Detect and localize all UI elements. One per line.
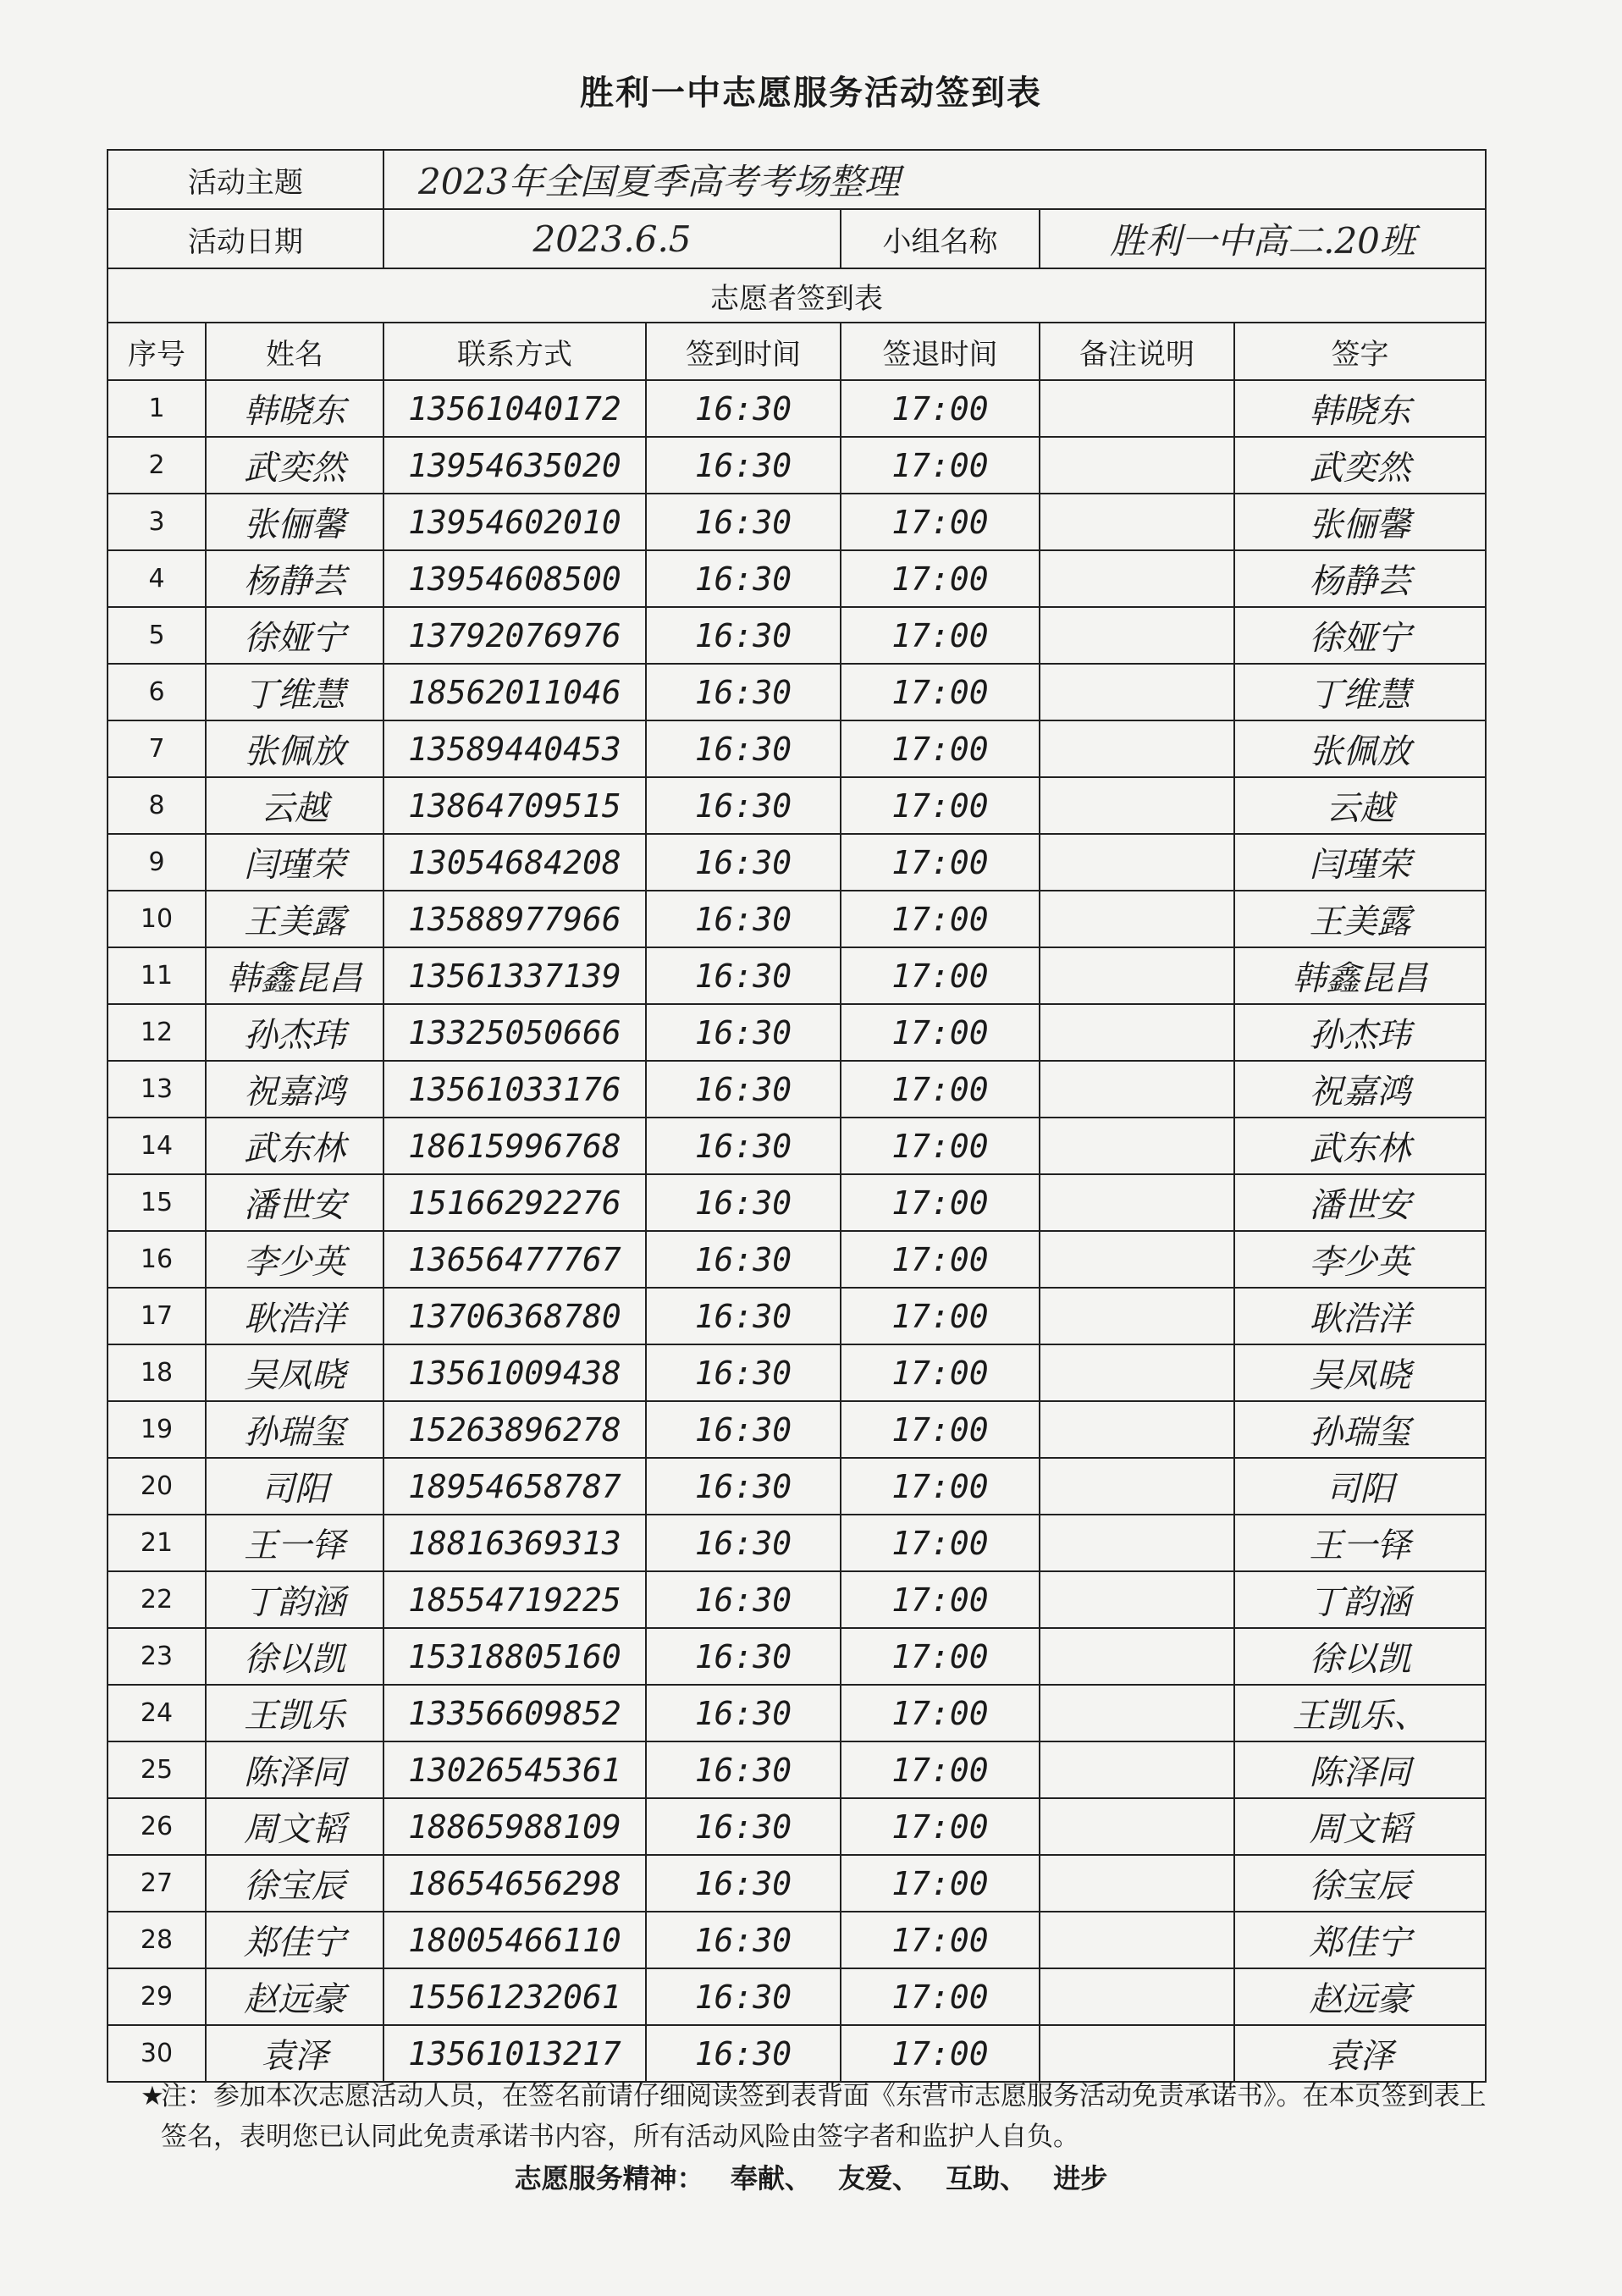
signature: 韩晓东: [1234, 380, 1486, 437]
theme-label: 活动主题: [108, 150, 383, 209]
signin-time: 16:30: [646, 1855, 841, 1912]
spirit-value: 奉献、: [730, 2162, 812, 2194]
volunteer-name: 李少英: [206, 1231, 383, 1288]
remark-cell: [1040, 1118, 1234, 1174]
section-row: [108, 268, 1486, 323]
remark-cell: [1040, 1515, 1234, 1571]
remark-cell: [1040, 1855, 1234, 1912]
volunteer-name: 徐宝辰: [206, 1855, 383, 1912]
column-header-row: [108, 323, 1486, 380]
remark-cell: [1040, 1912, 1234, 1968]
signout-time: 17:00: [841, 550, 1040, 607]
table-row: [108, 1061, 1486, 1118]
remark-cell: [1040, 494, 1234, 550]
table-row: [108, 664, 1486, 720]
table-row: [108, 1118, 1486, 1174]
table-row: [108, 1855, 1486, 1912]
disclaimer-note: [141, 2076, 1507, 2157]
volunteer-name: 丁韵涵: [206, 1571, 383, 1628]
table-row: [108, 720, 1486, 777]
col-header-name: 姓名: [206, 323, 383, 380]
row-number: 22: [108, 1571, 206, 1628]
table-row: [108, 1174, 1486, 1231]
signout-time: 17:00: [841, 1231, 1040, 1288]
volunteer-name: 耿浩洋: [206, 1288, 383, 1344]
row-number: 3: [108, 494, 206, 550]
signout-time: 17:00: [841, 1004, 1040, 1061]
row-number: 10: [108, 891, 206, 947]
signout-time: 17:00: [841, 1174, 1040, 1231]
col-header-signature: 签字: [1234, 323, 1486, 380]
table-row: [108, 607, 1486, 664]
section-title: 志愿者签到表: [108, 268, 1486, 323]
signout-time: 17:00: [841, 1401, 1040, 1458]
signout-time: 17:00: [841, 1344, 1040, 1401]
signin-time: 16:30: [646, 664, 841, 720]
row-number: 23: [108, 1628, 206, 1685]
phone-number: 18562011046: [383, 664, 646, 720]
table-row: [108, 1798, 1486, 1855]
row-number: 25: [108, 1741, 206, 1798]
signout-time: 17:00: [841, 1458, 1040, 1515]
signature: 丁韵涵: [1234, 1571, 1486, 1628]
signout-time: 17:00: [841, 777, 1040, 834]
phone-number: 13561033176: [383, 1061, 646, 1118]
volunteer-name: 王凯乐: [206, 1685, 383, 1741]
col-header-phone: 联系方式: [383, 323, 646, 380]
table-row: [108, 2025, 1486, 2082]
volunteer-name: 郑佳宁: [206, 1912, 383, 1968]
table-row: [108, 1231, 1486, 1288]
signout-time: 17:00: [841, 1741, 1040, 1798]
signout-time: 17:00: [841, 437, 1040, 494]
phone-number: 13561040172: [383, 380, 646, 437]
table-row: [108, 777, 1486, 834]
signin-time: 16:30: [646, 494, 841, 550]
col-header-no: 序号: [108, 323, 206, 380]
signature: 赵远豪: [1234, 1968, 1486, 2025]
table-row: [108, 1968, 1486, 2025]
row-number: 19: [108, 1401, 206, 1458]
signout-time: 17:00: [841, 1968, 1040, 2025]
date-label: 活动日期: [108, 209, 383, 268]
signature: 祝嘉鸿: [1234, 1061, 1486, 1118]
remark-cell: [1040, 1628, 1234, 1685]
volunteer-name: 陈泽同: [206, 1741, 383, 1798]
spirit-label: 志愿服务精神：: [514, 2162, 704, 2194]
remark-cell: [1040, 1685, 1234, 1741]
signin-time: 16:30: [646, 1174, 841, 1231]
row-number: 13: [108, 1061, 206, 1118]
row-number: 8: [108, 777, 206, 834]
signout-time: 17:00: [841, 891, 1040, 947]
signature: 袁泽: [1234, 2025, 1486, 2082]
table-row: [108, 494, 1486, 550]
signin-time: 16:30: [646, 1231, 841, 1288]
date-row: [108, 209, 1486, 268]
signin-time: 16:30: [646, 1798, 841, 1855]
signout-time: 17:00: [841, 607, 1040, 664]
phone-number: 15263896278: [383, 1401, 646, 1458]
phone-number: 15561232061: [383, 1968, 646, 2025]
phone-number: 13656477767: [383, 1231, 646, 1288]
signin-time: 16:30: [646, 437, 841, 494]
signin-time: 16:30: [646, 1288, 841, 1344]
phone-number: 13954608500: [383, 550, 646, 607]
signin-time: 16:30: [646, 1061, 841, 1118]
volunteer-name: 赵远豪: [206, 1968, 383, 2025]
signature: 周文韬: [1234, 1798, 1486, 1855]
signin-time: 16:30: [646, 1685, 841, 1741]
table-row: [108, 380, 1486, 437]
row-number: 6: [108, 664, 206, 720]
signature: 韩鑫昆昌: [1234, 947, 1486, 1004]
signature: 武奕然: [1234, 437, 1486, 494]
volunteer-name: 潘世安: [206, 1174, 383, 1231]
remark-cell: [1040, 1741, 1234, 1798]
phone-number: 13954635020: [383, 437, 646, 494]
theme-value: 2023年全国夏季高考考场整理: [383, 150, 1486, 209]
phone-number: 18865988109: [383, 1798, 646, 1855]
signout-time: 17:00: [841, 834, 1040, 891]
volunteer-name: 司阳: [206, 1458, 383, 1515]
spirit-value: 进步: [1053, 2162, 1108, 2194]
table-row: [108, 550, 1486, 607]
row-number: 16: [108, 1231, 206, 1288]
row-number: 7: [108, 720, 206, 777]
phone-number: 18615996768: [383, 1118, 646, 1174]
remark-cell: [1040, 607, 1234, 664]
signout-time: 17:00: [841, 1628, 1040, 1685]
signature: 徐以凯: [1234, 1628, 1486, 1685]
table-row: [108, 1571, 1486, 1628]
phone-number: 13325050666: [383, 1004, 646, 1061]
signout-time: 17:00: [841, 1061, 1040, 1118]
phone-number: 13589440453: [383, 720, 646, 777]
signin-table: [107, 149, 1487, 2083]
remark-cell: [1040, 720, 1234, 777]
remark-cell: [1040, 1061, 1234, 1118]
volunteer-name: 韩鑫昆昌: [206, 947, 383, 1004]
volunteer-name: 袁泽: [206, 2025, 383, 2082]
row-number: 18: [108, 1344, 206, 1401]
page-title: 胜利一中志愿服务活动签到表: [580, 74, 1042, 113]
volunteer-name: 徐以凯: [206, 1628, 383, 1685]
signature: 徐娅宁: [1234, 607, 1486, 664]
signout-time: 17:00: [841, 1571, 1040, 1628]
remark-cell: [1040, 664, 1234, 720]
table-row: [108, 1741, 1486, 1798]
remark-cell: [1040, 1968, 1234, 2025]
signin-time: 16:30: [646, 380, 841, 437]
signin-time: 16:30: [646, 2025, 841, 2082]
signature: 武东林: [1234, 1118, 1486, 1174]
signature: 闫瑾荣: [1234, 834, 1486, 891]
signin-time: 16:30: [646, 891, 841, 947]
disclaimer-text: 注：参加本次志愿活动人员，在签名前请仔细阅读签到表背面《东营市志愿服务活动免责承诺书》。在本页签到表上签名，表明您已认同此免责承诺书内容，所有活动风险由签字者和监护人自负。: [161, 2081, 1487, 2152]
volunteer-name: 周文韬: [206, 1798, 383, 1855]
signin-time: 16:30: [646, 550, 841, 607]
remark-cell: [1040, 891, 1234, 947]
signature: 陈泽同: [1234, 1741, 1486, 1798]
phone-number: 13792076976: [383, 607, 646, 664]
remark-cell: [1040, 1288, 1234, 1344]
signature: 徐宝辰: [1234, 1855, 1486, 1912]
signout-time: 17:00: [841, 1118, 1040, 1174]
signin-time: 16:30: [646, 1741, 841, 1798]
spirit-value: 友爱、: [837, 2162, 919, 2194]
phone-number: 13864709515: [383, 777, 646, 834]
row-number: 12: [108, 1004, 206, 1061]
remark-cell: [1040, 1231, 1234, 1288]
row-number: 21: [108, 1515, 206, 1571]
volunteer-name: 徐娅宁: [206, 607, 383, 664]
signout-time: 17:00: [841, 1685, 1040, 1741]
signout-time: 17:00: [841, 380, 1040, 437]
col-header-signin-time: 签到时间: [646, 323, 841, 380]
volunteer-name: 王美露: [206, 891, 383, 947]
phone-number: 18554719225: [383, 1571, 646, 1628]
volunteer-name: 祝嘉鸿: [206, 1061, 383, 1118]
row-number: 11: [108, 947, 206, 1004]
remark-cell: [1040, 834, 1234, 891]
row-number: 4: [108, 550, 206, 607]
signout-time: 17:00: [841, 1288, 1040, 1344]
volunteer-name: 吴凤晓: [206, 1344, 383, 1401]
table-row: [108, 1288, 1486, 1344]
table-row: [108, 1458, 1486, 1515]
signout-time: 17:00: [841, 2025, 1040, 2082]
signout-time: 17:00: [841, 1912, 1040, 1968]
row-number: 30: [108, 2025, 206, 2082]
volunteer-name: 张佩放: [206, 720, 383, 777]
row-number: 5: [108, 607, 206, 664]
volunteer-name: 王一铎: [206, 1515, 383, 1571]
volunteer-spirit: [0, 2157, 1622, 2196]
phone-number: 18654656298: [383, 1855, 646, 1912]
table-row: [108, 1401, 1486, 1458]
signature: 杨静芸: [1234, 550, 1486, 607]
theme-row: [108, 150, 1486, 209]
volunteer-name: 韩晓东: [206, 380, 383, 437]
signout-time: 17:00: [841, 720, 1040, 777]
signin-time: 16:30: [646, 1515, 841, 1571]
remark-cell: [1040, 437, 1234, 494]
remark-cell: [1040, 1401, 1234, 1458]
signin-time: 16:30: [646, 1458, 841, 1515]
row-number: 29: [108, 1968, 206, 2025]
signout-time: 17:00: [841, 1798, 1040, 1855]
group-label: 小组名称: [841, 209, 1040, 268]
table-row: [108, 947, 1486, 1004]
volunteer-name: 武东林: [206, 1118, 383, 1174]
signin-time: 16:30: [646, 1344, 841, 1401]
remark-cell: [1040, 1344, 1234, 1401]
table-row: [108, 834, 1486, 891]
col-header-signout-time: 签退时间: [841, 323, 1040, 380]
signature: 王凯乐、: [1234, 1685, 1486, 1741]
volunteer-name: 云越: [206, 777, 383, 834]
volunteer-name: 杨静芸: [206, 550, 383, 607]
row-number: 1: [108, 380, 206, 437]
phone-number: 13054684208: [383, 834, 646, 891]
row-number: 2: [108, 437, 206, 494]
signature: 王美露: [1234, 891, 1486, 947]
remark-cell: [1040, 2025, 1234, 2082]
signature: 郑佳宁: [1234, 1912, 1486, 1968]
phone-number: 13706368780: [383, 1288, 646, 1344]
signin-time: 16:30: [646, 834, 841, 891]
phone-number: 13561009438: [383, 1344, 646, 1401]
signin-time: 16:30: [646, 1004, 841, 1061]
signature: 司阳: [1234, 1458, 1486, 1515]
phone-number: 18954658787: [383, 1458, 646, 1515]
row-number: 24: [108, 1685, 206, 1741]
signature: 丁维慧: [1234, 664, 1486, 720]
signature: 吴凤晓: [1234, 1344, 1486, 1401]
remark-cell: [1040, 380, 1234, 437]
signin-time: 16:30: [646, 1571, 841, 1628]
remark-cell: [1040, 1458, 1234, 1515]
row-number: 14: [108, 1118, 206, 1174]
remark-cell: [1040, 777, 1234, 834]
signin-time: 16:30: [646, 1912, 841, 1968]
row-number: 26: [108, 1798, 206, 1855]
signin-time: 16:30: [646, 607, 841, 664]
table-row: [108, 1515, 1486, 1571]
row-number: 17: [108, 1288, 206, 1344]
spirit-value: 互助、: [946, 2162, 1028, 2194]
group-value: 胜利一中高二.20班: [1040, 209, 1486, 268]
remark-cell: [1040, 1004, 1234, 1061]
signin-time: 16:30: [646, 777, 841, 834]
row-number: 15: [108, 1174, 206, 1231]
row-number: 20: [108, 1458, 206, 1515]
volunteer-name: 闫瑾荣: [206, 834, 383, 891]
signin-time: 16:30: [646, 1968, 841, 2025]
remark-cell: [1040, 1798, 1234, 1855]
phone-number: 13561013217: [383, 2025, 646, 2082]
signout-time: 17:00: [841, 664, 1040, 720]
volunteer-name: 孙瑞玺: [206, 1401, 383, 1458]
volunteer-name: 武奕然: [206, 437, 383, 494]
phone-number: 18816369313: [383, 1515, 646, 1571]
star-icon: ★: [141, 2081, 164, 2111]
signature: 王一铎: [1234, 1515, 1486, 1571]
phone-number: 18005466110: [383, 1912, 646, 1968]
signout-time: 17:00: [841, 947, 1040, 1004]
table-row: [108, 1004, 1486, 1061]
volunteer-name: 孙杰玮: [206, 1004, 383, 1061]
signin-time: 16:30: [646, 1401, 841, 1458]
remark-cell: [1040, 1571, 1234, 1628]
remark-cell: [1040, 550, 1234, 607]
table-row: [108, 1685, 1486, 1741]
row-number: 28: [108, 1912, 206, 1968]
phone-number: 15318805160: [383, 1628, 646, 1685]
signature: 潘世安: [1234, 1174, 1486, 1231]
date-value: 2023.6.5: [383, 209, 841, 268]
signin-time: 16:30: [646, 720, 841, 777]
table-row: [108, 891, 1486, 947]
signature: 孙瑞玺: [1234, 1401, 1486, 1458]
phone-number: 15166292276: [383, 1174, 646, 1231]
table-row: [108, 1344, 1486, 1401]
col-header-remark: 备注说明: [1040, 323, 1234, 380]
volunteer-name: 张俪馨: [206, 494, 383, 550]
row-number: 9: [108, 834, 206, 891]
signature: 张佩放: [1234, 720, 1486, 777]
signature: 耿浩洋: [1234, 1288, 1486, 1344]
signin-time: 16:30: [646, 947, 841, 1004]
remark-cell: [1040, 1174, 1234, 1231]
remark-cell: [1040, 947, 1234, 1004]
signin-time: 16:30: [646, 1118, 841, 1174]
signature: 云越: [1234, 777, 1486, 834]
phone-number: 13356609852: [383, 1685, 646, 1741]
phone-number: 13954602010: [383, 494, 646, 550]
volunteer-name: 丁维慧: [206, 664, 383, 720]
signout-time: 17:00: [841, 1855, 1040, 1912]
signout-time: 17:00: [841, 1515, 1040, 1571]
row-number: 27: [108, 1855, 206, 1912]
table-row: [108, 1912, 1486, 1968]
table-row: [108, 437, 1486, 494]
signin-time: 16:30: [646, 1628, 841, 1685]
table-row: [108, 1628, 1486, 1685]
signature: 李少英: [1234, 1231, 1486, 1288]
phone-number: 13588977966: [383, 891, 646, 947]
signout-time: 17:00: [841, 494, 1040, 550]
signature: 张俪馨: [1234, 494, 1486, 550]
phone-number: 13561337139: [383, 947, 646, 1004]
signature: 孙杰玮: [1234, 1004, 1486, 1061]
phone-number: 13026545361: [383, 1741, 646, 1798]
